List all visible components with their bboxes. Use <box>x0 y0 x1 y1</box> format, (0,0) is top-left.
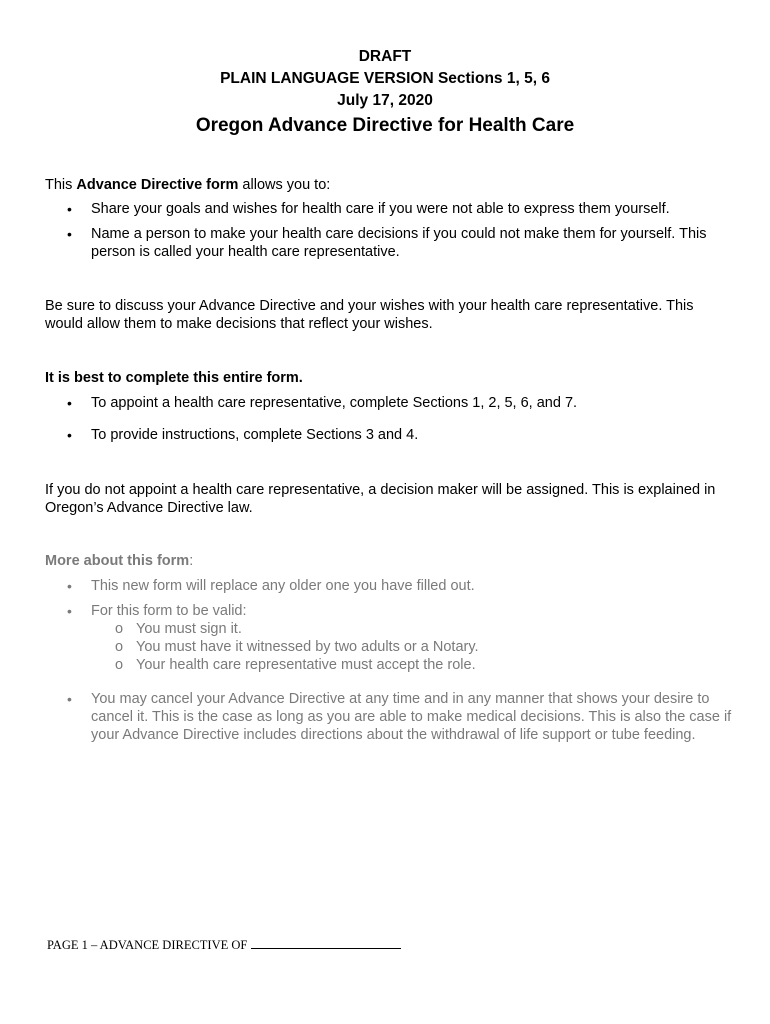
more-section <box>45 552 735 744</box>
list-item <box>45 225 735 261</box>
bullet-icon: • <box>67 226 72 242</box>
sub-bullet-icon: o <box>115 621 124 637</box>
list-item-text: Share your goals and wishes for health care if you were not able to express them yourself. <box>91 201 670 217</box>
no-appoint-paragraph: If you do not appoint a health care representative, a decision maker will be assigned. This is explained in Oregon’s Advance Directive law. <box>45 482 716 516</box>
list-item <box>45 200 735 218</box>
list-item <box>45 638 735 656</box>
list-item <box>45 577 735 595</box>
sub-bullet-icon: o <box>115 639 124 655</box>
list-item <box>45 620 735 638</box>
list-item-text: Name a person to make your health care decisions if you could not make them for yourself. This person is called your health care representative. <box>91 226 707 260</box>
page-footer <box>47 938 401 953</box>
more-heading-line <box>45 552 735 570</box>
list-item-text: To appoint a health care representative, complete Sections 1, 2, 5, 6, and 7. <box>91 395 578 411</box>
list-item-text: To provide instructions, complete Sections 3 and 4. <box>91 427 419 443</box>
complete-heading: It is best to complete this entire form. <box>45 370 303 386</box>
list-item <box>45 690 735 744</box>
list-item <box>45 394 735 412</box>
intro-paragraph <box>45 176 735 194</box>
valid-requirements-list <box>45 620 735 674</box>
sub-bullet-icon: o <box>115 657 124 673</box>
document-title: Oregon Advance Directive for Health Care <box>195 115 575 136</box>
version-label: PLAIN LANGUAGE VERSION Sections 1, 5, 6 <box>220 70 550 87</box>
list-item <box>45 602 735 674</box>
list-item-text: You may cancel your Advance Directive at any time and in any manner that shows your desire to cancel it. This is the case as long as you are able to make medical decisions. This is also the case if your Advance Directive includes directions about the withdrawal of life support or tube feeding. <box>91 691 732 743</box>
intro-suffix: allows you to: <box>238 177 331 193</box>
name-blank-line[interactable] <box>251 938 401 949</box>
bullet-icon: • <box>67 427 72 443</box>
intro-prefix: This <box>45 177 77 193</box>
bullet-icon: • <box>67 603 72 619</box>
list-item-text: Your health care representative must accept the role. <box>136 657 476 673</box>
list-item <box>45 656 735 674</box>
list-item-text: You must have it witnessed by two adults or a Notary. <box>136 639 479 655</box>
complete-section <box>45 369 735 444</box>
more-bullet-list <box>45 577 735 744</box>
complete-bullet-list <box>45 394 735 444</box>
bullet-icon: • <box>67 395 72 411</box>
discuss-paragraph: Be sure to discuss your Advance Directive and your wishes with your health care representative. This would allow them to make decisions that reflect your wishes. <box>45 298 694 332</box>
discuss-section <box>45 297 735 333</box>
bullet-icon: • <box>67 578 72 594</box>
intro-bullet-list <box>45 200 735 261</box>
list-item <box>45 426 735 444</box>
intro-bold-term: Advance Directive form <box>76 177 239 193</box>
document-header <box>0 46 770 140</box>
list-item-text: For this form to be valid: <box>91 603 247 619</box>
draft-label: DRAFT <box>358 48 412 65</box>
more-heading: More about this form <box>45 553 190 569</box>
list-item-text: You must sign it. <box>136 621 242 637</box>
no-appoint-section <box>45 481 735 517</box>
date-label: July 17, 2020 <box>337 92 433 109</box>
intro-section <box>45 176 735 261</box>
more-heading-colon: : <box>189 553 194 569</box>
footer-label: PAGE 1 – ADVANCE DIRECTIVE OF <box>47 938 248 952</box>
bullet-icon: • <box>67 691 72 707</box>
list-item-text: This new form will replace any older one you have filled out. <box>91 578 475 594</box>
bullet-icon: • <box>67 201 72 217</box>
